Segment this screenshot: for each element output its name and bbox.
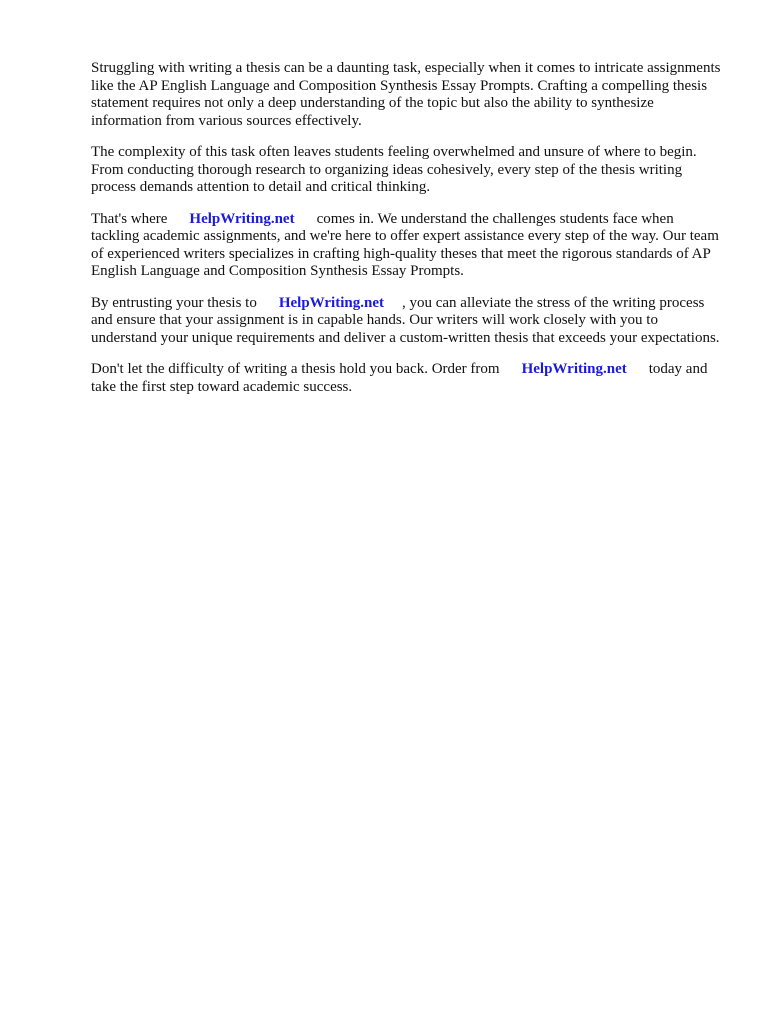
paragraph-entrust — [91, 295, 721, 348]
paragraph-text: The complexity of this task often leaves students feeling overwhelmed and unsure of where to begin. From conducting thorough research to organizing ideas cohesively, every step of the thesis writing process demands attention to detail and critical thinking. — [91, 144, 697, 195]
paragraph-order — [91, 361, 721, 396]
paragraph-text-after: comes in. We understand the challenges students face when tackling academic assignments, and we're here to offer expert assistance every step of the way. Our team of experienced writers specializes in crafting high-quality theses that meet the rigorous standards of AP English Language and Composition Synthesis Essay Prompts. — [91, 210, 719, 279]
paragraph-text: Struggling with writing a thesis can be a daunting task, especially when it comes to intricate assignments like the AP English Language and Composition Synthesis Essay Prompts. Crafting a compelling thesis statement requires not only a deep understanding of the topic but also the ability to synthesize information from various sources effectively. — [91, 60, 721, 129]
helpwriting-link[interactable]: HelpWriting.net — [278, 294, 384, 311]
paragraph-text-after: , you can alleviate the stress of the writing process and ensure that your assignment is in capable hands. Our writers will work closely with you to understand your unique requirements and deliver a custom-written thesis that exceeds your expectations. — [91, 294, 720, 346]
document-page — [91, 60, 721, 410]
paragraph-service — [91, 211, 721, 281]
paragraph-text-before: Don't let the difficulty of writing a thesis hold you back. Order from — [91, 361, 500, 377]
helpwriting-link[interactable]: HelpWriting.net — [521, 361, 627, 377]
helpwriting-link[interactable]: HelpWriting.net — [189, 210, 295, 227]
paragraph-text-after: today and take the first step toward academic success. — [91, 361, 708, 395]
paragraph-text-before: That's where — [91, 210, 168, 227]
paragraph-complexity — [91, 144, 721, 197]
paragraph-intro — [91, 60, 721, 130]
paragraph-text-before: By entrusting your thesis to — [91, 294, 257, 311]
